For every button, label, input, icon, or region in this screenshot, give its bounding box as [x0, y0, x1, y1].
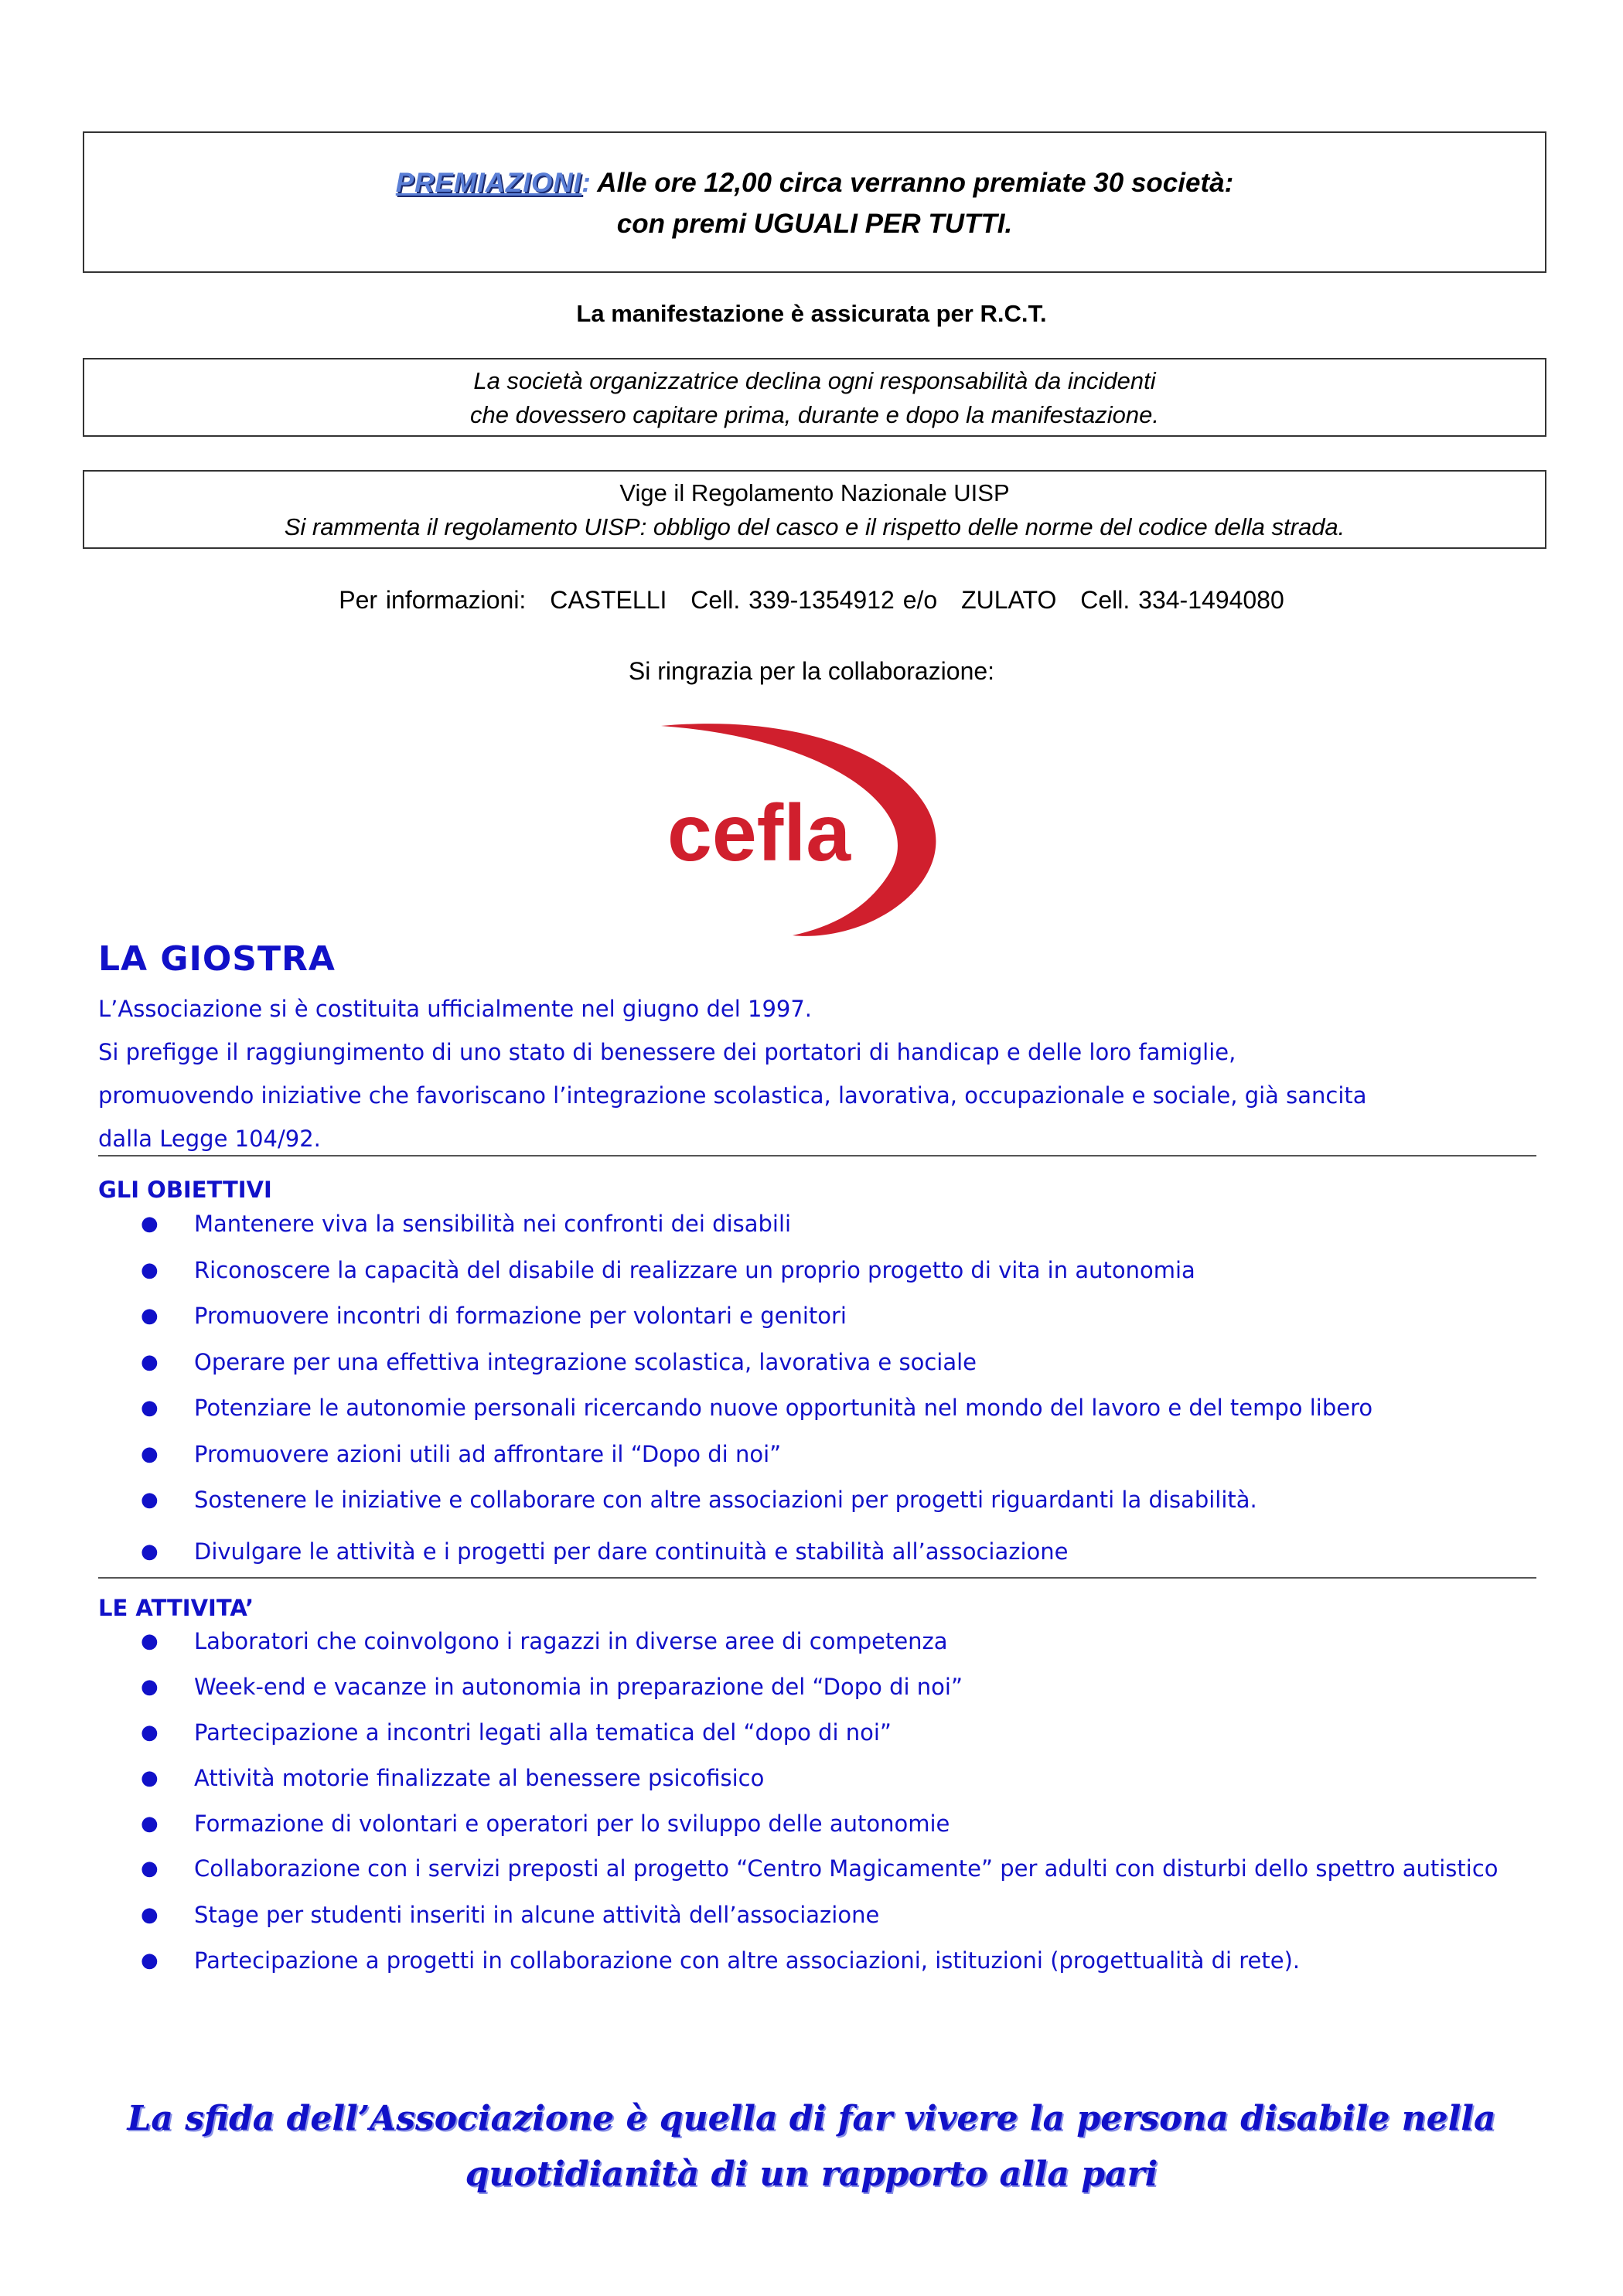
- list-item-text: Partecipazione a incontri legati alla tematica del “dopo di noi”: [194, 1719, 892, 1746]
- bullet-icon: ●: [141, 1442, 159, 1466]
- list-item: [98, 1251, 1552, 1297]
- bullet-icon: ●: [141, 1304, 159, 1327]
- list-item: [98, 1204, 1552, 1251]
- bullet-icon: ●: [141, 1857, 159, 1880]
- list-item: [98, 1388, 1552, 1435]
- bullet-icon: ●: [141, 1721, 159, 1744]
- bullet-icon: ●: [141, 1812, 159, 1835]
- contact-name-1: CASTELLI: [550, 586, 667, 614]
- list-item: [98, 1435, 1552, 1481]
- list-item-text: Promuovere incontri di formazione per volontari e genitori: [194, 1303, 847, 1329]
- bullet-icon: ●: [141, 1212, 159, 1235]
- bullet-icon: ●: [141, 1258, 159, 1282]
- logo-text: cefla: [667, 789, 851, 878]
- cefla-logo: [661, 723, 986, 939]
- list-item: [98, 1804, 1552, 1850]
- list-item-text: Potenziare le autonomie personali ricercando nuove opportunità nel mondo del lavoro e del tempo libero: [194, 1395, 1373, 1421]
- list-item: [98, 1713, 1552, 1759]
- list-item-text: Week-end e vacanze in autonomia in preparazione del “Dopo di noi”: [194, 1674, 963, 1700]
- awards-box: [83, 131, 1546, 273]
- closing-line-1: La sfida dell’Associazione è quella di far vivere la persona disabile nella: [127, 2099, 1496, 2138]
- list-item: [98, 1532, 1552, 1579]
- association-title: LA GIOSTRA: [98, 939, 336, 979]
- intro-line: dalla Legge 104/92.: [98, 1126, 321, 1152]
- regulation-box: [83, 470, 1546, 549]
- awards-text-1: Alle ore 12,00 circa verranno premiate 30 società:: [590, 168, 1234, 198]
- divider: [98, 1577, 1536, 1579]
- list-item-text: Promuovere azioni utili ad affrontare il “Dopo di noi”: [194, 1440, 782, 1467]
- intro-line: promuovendo iniziative che favoriscano l’integrazione scolastica, lavorativa, occupazionale e sociale, già sancita: [98, 1082, 1367, 1109]
- list-item-text: Laboratori che coinvolgono i ragazzi in diverse aree di competenza: [194, 1628, 948, 1654]
- regulation-line-2: Si rammenta il regolamento UISP: obbligo del casco e il rispetto delle norme del codice della strada.: [284, 513, 1345, 540]
- list-item: [98, 1343, 1552, 1389]
- list-item-text: Attività motorie finalizzate al benessere psicofisico: [194, 1765, 765, 1791]
- insurance-note: La manifestazione è assicurata per R.C.T.: [576, 300, 1047, 327]
- list-item-text: Riconoscere la capacità del disabile di realizzare un proprio progetto di vita in autonomia: [194, 1256, 1195, 1283]
- list-item-text: Stage per studenti inseriti in alcune attività dell’associazione: [194, 1902, 880, 1928]
- awards-heading: PREMIAZIONI: [395, 168, 582, 198]
- liability-line-1: La società organizzatrice declina ogni responsabilità da incidenti: [473, 367, 1156, 394]
- bullet-icon: ●: [141, 1675, 159, 1698]
- intro-line: Si prefigge il raggiungimento di uno stato di benessere dei portatori di handicap e delle loro famiglie,: [98, 1039, 1236, 1065]
- thanks-text: Si ringrazia per la collaborazione:: [628, 657, 995, 685]
- list-item-text: Operare per una effettiva integrazione scolastica, lavorativa e sociale: [194, 1348, 977, 1375]
- bullet-icon: ●: [141, 1396, 159, 1419]
- contact-phone-1: Cell. 339-1354912 e/o: [690, 586, 938, 614]
- awards-text-2: con premi UGUALI PER TUTTI.: [616, 209, 1013, 239]
- list-item-text: Sostenere le iniziative e collaborare con altre associazioni per progetti riguardanti la disabilità.: [194, 1487, 1257, 1513]
- contact-phone-2: Cell. 334-1494080: [1080, 586, 1284, 614]
- closing-motto: [0, 2091, 1623, 2202]
- list-item: [98, 1622, 1552, 1667]
- bullet-icon: ●: [141, 1539, 159, 1563]
- bullet-icon: ●: [141, 1350, 159, 1374]
- list-item: [98, 1896, 1552, 1941]
- list-item: [98, 1850, 1552, 1896]
- awards-colon: :: [581, 168, 591, 198]
- contact-info: [0, 586, 1623, 615]
- objectives-title: GLI OBIETTIVI: [98, 1177, 272, 1203]
- list-item: [98, 1759, 1552, 1804]
- bullet-icon: ●: [141, 1766, 159, 1790]
- list-item: [98, 1941, 1552, 1987]
- intro-line: L’Associazione si è costituita ufficialmente nel giugno del 1997.: [98, 996, 813, 1022]
- list-item-text: Partecipazione a progetti in collaborazione con altre associazioni, istituzioni (progettualità di rete).: [194, 1947, 1301, 1974]
- activities-title: LE ATTIVITA’: [98, 1595, 254, 1621]
- objectives-list: [98, 1204, 1552, 1578]
- activities-list: [98, 1622, 1552, 1987]
- bullet-icon: ●: [141, 1630, 159, 1653]
- list-item-text: Divulgare le attività e i progetti per dare continuità e stabilità all’associazione: [194, 1538, 1069, 1565]
- list-item: [98, 1296, 1552, 1343]
- bullet-icon: ●: [141, 1488, 159, 1511]
- list-item-text: Mantenere viva la sensibilità nei confronti dei disabili: [194, 1211, 792, 1237]
- liability-line-2: che dovessero capitare prima, durante e dopo la manifestazione.: [470, 401, 1159, 428]
- closing-line-2: quotidianità di un rapporto alla pari: [465, 2155, 1158, 2194]
- liability-box: [83, 358, 1546, 437]
- contact-label: Per informazioni:: [339, 586, 527, 614]
- list-item: [98, 1667, 1552, 1713]
- association-intro: [98, 987, 1536, 1160]
- list-item: [98, 1480, 1552, 1527]
- list-item-text: Collaborazione con i servizi preposti al progetto “Centro Magicamente” per adulti con disturbi dello spettro autistico: [194, 1855, 1499, 1882]
- bullet-icon: ●: [141, 1949, 159, 1972]
- awards-line-1: [84, 168, 1545, 199]
- divider: [98, 1155, 1536, 1157]
- regulation-line-1: Vige il Regolamento Nazionale UISP: [619, 479, 1010, 506]
- bullet-icon: ●: [141, 1903, 159, 1926]
- contact-name-2: ZULATO: [961, 586, 1057, 614]
- list-item-text: Formazione di volontari e operatori per lo sviluppo delle autonomie: [194, 1811, 950, 1837]
